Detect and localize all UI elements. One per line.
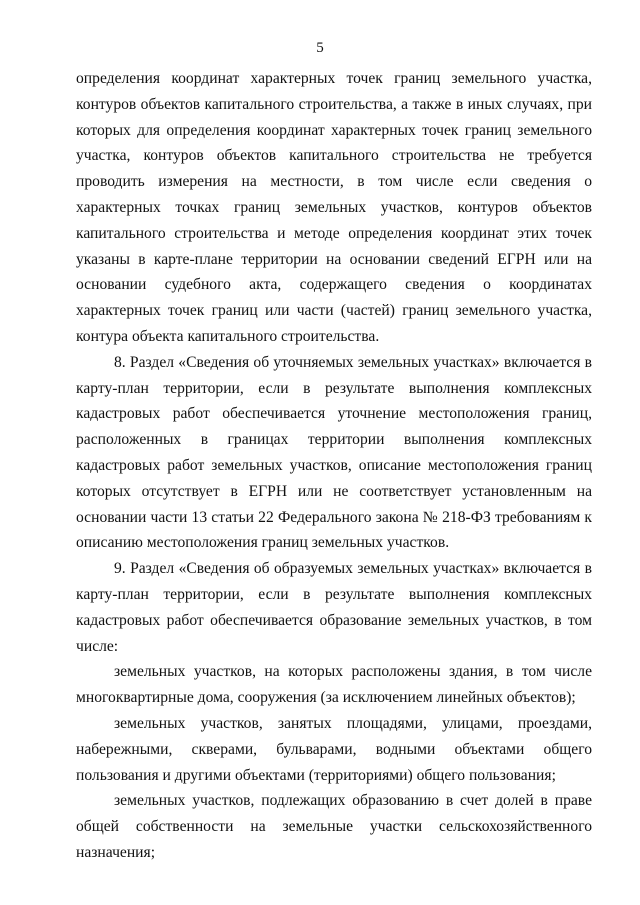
document-body — [76, 66, 592, 866]
paragraph-buildings-plots: земельных участков, на которых расположены здания, в том числе многоквартирные дома, сооружения (за исключением линейных объектов); — [76, 663, 592, 707]
paragraph-agricultural-share-plots: земельных участков, подлежащих образованию в счет долей в праве общей собственности на земельные участки сельскохозяйственного назначения; — [76, 792, 592, 861]
paragraph-coordinates-continuation: определения координат характерных точек границ земельного участка, контуров объектов капитального строительства, а также в иных случаях, при которых для определения координат характерных точек границ земельного участка, контуров объектов капитального строительства не требуется проводить измерения на местности, в том числе если сведения о характерных точках границ земельных участков, контуров объектов капитального строительства и методе определения координат этих точек указаны в карте-плане территории на основании сведений ЕГРН или на основании судебного акта, содержащего сведения о координатах характерных точек границ или части (частей) границ земельного участка, контура объекта капитального строительства. — [76, 70, 592, 345]
paragraph-item-8: 8. Раздел «Сведения об уточняемых земельных участках» включается в карту-план территории, если в результате выполнения комплексных кадастровых работ обеспечивается уточнение местоположения границ, расположенных в границах территории выполнения комплексных кадастровых работ земельных участков, описание местоположения границ которых отсутствует в ЕГРН или не соответствует установленным на основании части 13 статьи 22 Федерального закона № 218-ФЗ требованиям к описанию местоположения границ земельных участков. — [76, 353, 592, 552]
paragraph-item-9: 9. Раздел «Сведения об образуемых земельных участках» включается в карту-план территории, если в результате выполнения комплексных кадастровых работ обеспечивается образование земельных участков, в том числе: — [76, 560, 592, 655]
paragraph-public-use-plots: земельных участков, занятых площадями, улицами, проездами, набережными, скверами, бульварами, водными объектами общего пользования и другими объектами (территориями) общего пользования; — [76, 714, 592, 784]
page-number: 5 — [316, 40, 324, 56]
